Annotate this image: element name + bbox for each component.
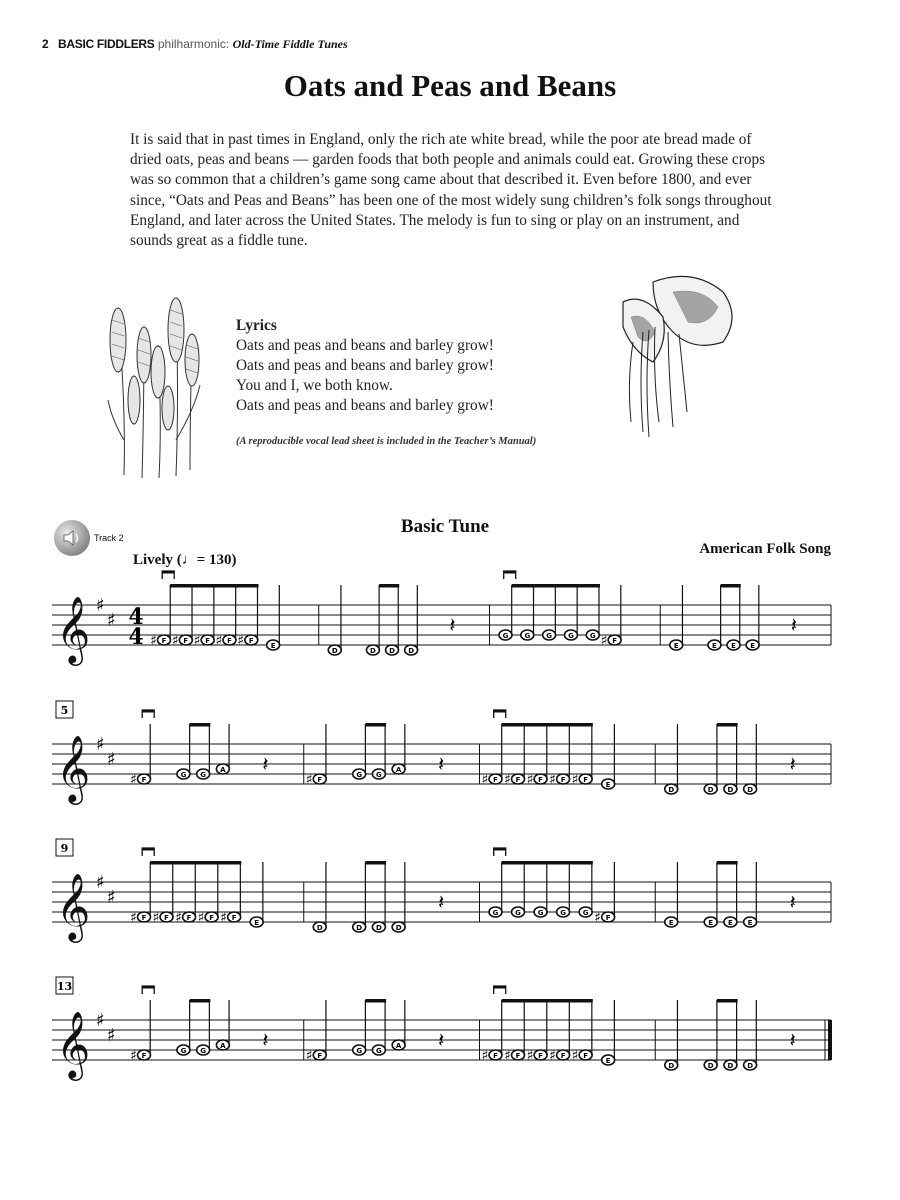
brand-name: philharmonic: — [157, 37, 230, 51]
note-name: F — [164, 914, 169, 922]
beam — [717, 861, 738, 865]
note-name: F — [186, 914, 192, 922]
sharp-accidental-icon: ♯ — [526, 772, 534, 788]
note-name: F — [538, 776, 543, 784]
treble-clef-icon: 𝄞 — [56, 595, 91, 663]
note-name: F — [583, 776, 589, 784]
note-name: G — [537, 909, 544, 917]
note-name: F — [515, 776, 521, 784]
note-name: G — [376, 771, 382, 779]
note-name: F — [141, 914, 147, 922]
note-name: E — [270, 642, 276, 650]
lyrics-line: Oats and peas and beans and barley grow! — [236, 357, 494, 374]
beam — [502, 999, 593, 1003]
note-name: G — [502, 632, 509, 640]
book-title: Old-Time Fiddle Tunes — [232, 37, 348, 51]
beam — [717, 723, 738, 727]
down-bow-bar — [142, 848, 154, 851]
note-name: G — [515, 909, 521, 917]
note-name: A — [220, 1042, 226, 1050]
note-name: D — [389, 647, 395, 655]
note-name: A — [395, 1042, 402, 1050]
note-name: G — [180, 771, 187, 779]
note-name: D — [747, 786, 754, 794]
quarter-rest-icon: 𝄽 — [789, 1028, 796, 1052]
beam — [721, 584, 741, 588]
note-name: G — [200, 771, 207, 779]
lyrics-line: Oats and peas and beans and barley grow! — [236, 397, 494, 414]
sharp-accidental-icon: ♯ — [175, 910, 182, 926]
note-name: E — [708, 919, 714, 927]
sharp-accidental-icon: ♯ — [130, 772, 137, 788]
sharp-accidental-icon: ♯ — [571, 772, 579, 788]
sharp-c-icon: ♯ — [107, 1025, 116, 1046]
note-name: F — [209, 914, 215, 922]
note-name: G — [568, 632, 574, 640]
sharp-c-icon: ♯ — [107, 610, 116, 631]
treble-clef-icon: 𝄞 — [56, 1010, 91, 1078]
note-name: D — [707, 1062, 714, 1070]
time-signature-bottom: 4 — [128, 624, 144, 650]
note-name: G — [492, 909, 499, 917]
note-name: F — [515, 1052, 521, 1060]
note-name: D — [727, 1062, 734, 1070]
note-name: E — [668, 919, 674, 927]
note-name: E — [747, 919, 753, 927]
note-name: E — [750, 642, 756, 650]
note-name: F — [231, 914, 237, 922]
beam — [150, 861, 241, 865]
sharp-accidental-icon: ♯ — [305, 772, 313, 788]
sharp-accidental-icon: ♯ — [600, 633, 608, 649]
beam — [170, 584, 258, 588]
note-name: E — [605, 781, 611, 789]
staff-system — [52, 977, 832, 1081]
measure-number: 9 — [60, 842, 69, 855]
treble-clef-icon: 𝄞 — [56, 872, 91, 940]
note-name: F — [317, 1052, 323, 1060]
beam — [502, 723, 593, 727]
sharp-accidental-icon: ♯ — [197, 910, 205, 926]
sharp-f-icon: ♯ — [96, 1010, 105, 1031]
page-number: 2 — [42, 37, 49, 51]
beam — [502, 861, 593, 865]
sharp-accidental-icon: ♯ — [481, 1048, 489, 1064]
down-bow-bar — [142, 710, 154, 713]
tune-title: Basic Tune — [400, 516, 490, 537]
sharp-c-icon: ♯ — [107, 749, 116, 770]
note-name: F — [538, 1052, 543, 1060]
note-name: D — [727, 786, 734, 794]
quarter-rest-icon: 𝄽 — [262, 1028, 269, 1052]
sharp-accidental-icon: ♯ — [549, 772, 556, 788]
sharp-accidental-icon: ♯ — [481, 772, 489, 788]
note-name: D — [408, 647, 415, 655]
lyrics-line: Oats and peas and beans and barley grow! — [236, 337, 494, 354]
note-name: F — [141, 1052, 147, 1060]
note-name: G — [589, 632, 596, 640]
time-signature-top: 4 — [128, 604, 144, 630]
sharp-accidental-icon: ♯ — [571, 1048, 579, 1064]
down-bow-bar — [142, 986, 154, 989]
sharp-c-icon: ♯ — [107, 887, 116, 908]
sharp-accidental-icon: ♯ — [152, 910, 160, 926]
note-name: G — [200, 1047, 207, 1055]
note-name: D — [668, 1062, 675, 1070]
note-name: D — [370, 647, 376, 655]
down-bow-bar — [494, 986, 506, 989]
track-label: Track 2 — [94, 533, 124, 543]
beam — [365, 723, 386, 727]
lyrics-line: You and I, we both know. — [236, 377, 393, 394]
sharp-accidental-icon: ♯ — [220, 910, 227, 926]
quarter-rest-icon: 𝄽 — [438, 1028, 445, 1052]
note-name: G — [560, 909, 566, 917]
quarter-rest-icon: 𝄽 — [438, 752, 445, 776]
sharp-accidental-icon: ♯ — [549, 1048, 556, 1064]
note-name: F — [493, 1052, 498, 1060]
note-name: F — [248, 637, 254, 645]
note-name: E — [731, 642, 736, 650]
measure-number: 5 — [60, 704, 69, 717]
beam — [365, 999, 386, 1003]
quarter-rest-icon: 𝄽 — [262, 752, 269, 776]
beam — [190, 723, 211, 727]
sharp-accidental-icon: ♯ — [171, 633, 179, 649]
sharp-accidental-icon: ♯ — [305, 1048, 313, 1064]
note-name: F — [205, 637, 211, 645]
quarter-rest-icon: 𝄽 — [438, 890, 445, 914]
note-name: A — [220, 766, 226, 774]
note-name: F — [560, 1052, 566, 1060]
quarter-rest-icon: 𝄽 — [789, 890, 796, 914]
note-name: F — [227, 637, 232, 645]
note-name: D — [668, 786, 675, 794]
note-name: E — [728, 919, 733, 927]
down-bow-bar — [494, 848, 506, 851]
note-name: E — [605, 1057, 611, 1065]
sharp-accidental-icon: ♯ — [130, 1048, 137, 1064]
note-name: D — [376, 924, 382, 932]
note-name: G — [524, 632, 531, 640]
down-bow-bar — [162, 571, 174, 574]
note-name: A — [395, 766, 402, 774]
sharp-accidental-icon: ♯ — [193, 633, 201, 649]
staff-system — [52, 701, 831, 805]
sharp-accidental-icon: ♯ — [215, 633, 223, 649]
note-name: D — [747, 1062, 754, 1070]
note-name: G — [356, 771, 363, 779]
note-name: F — [141, 776, 147, 784]
series-name: BASIC FIDDLERS — [58, 37, 155, 51]
measure-number: 13 — [56, 980, 73, 993]
sharp-f-icon: ♯ — [96, 734, 105, 755]
sharp-accidental-icon: ♯ — [504, 1048, 511, 1064]
beam — [190, 999, 211, 1003]
down-bow-bar — [504, 571, 516, 574]
note-name: D — [707, 786, 714, 794]
tempo-value: = 130) — [196, 552, 237, 568]
note-name: F — [161, 637, 167, 645]
beam — [512, 584, 600, 588]
down-bow-bar — [494, 710, 506, 713]
final-barline-thick — [828, 1020, 832, 1060]
sharp-f-icon: ♯ — [96, 595, 105, 616]
note-name: E — [254, 919, 260, 927]
composer: American Folk Song — [699, 541, 831, 557]
quarter-rest-icon: 𝄽 — [449, 613, 456, 637]
staff-system — [52, 571, 831, 666]
beam — [717, 999, 738, 1003]
beam — [365, 861, 386, 865]
note-name: D — [395, 924, 402, 932]
note-name: F — [183, 637, 189, 645]
sharp-accidental-icon: ♯ — [130, 910, 137, 926]
intro-paragraph: It is said that in past times in England, only the rich ate white bread, while the poor ate bread made of dried oats, peas and beans — garden foods that both people and animals could eat. Growing these crops was so common that a children’s game song came about that described it. Even before 1800, and ever since, “Oats and Peas and Beans” has been one of the most widely sung children’s folk songs throughout England, and later across the United States. The melody is fun to sing or play on an instrument, and sounds great as a fiddle tune. — [130, 131, 772, 250]
sharp-accidental-icon: ♯ — [150, 633, 157, 649]
lyrics-heading: Lyrics — [236, 317, 277, 334]
sharp-f-icon: ♯ — [96, 872, 105, 893]
staff-system — [52, 839, 831, 943]
note-name: F — [493, 776, 498, 784]
note-name: E — [673, 642, 679, 650]
note-name: D — [356, 924, 363, 932]
lead-sheet-note: (A reproducible vocal lead sheet is included in the Teacher’s Manual) — [236, 436, 537, 447]
quarter-rest-icon: 𝄽 — [790, 613, 797, 637]
note-name: D — [331, 647, 338, 655]
quarter-rest-icon: 𝄽 — [789, 752, 796, 776]
sharp-accidental-icon: ♯ — [504, 772, 511, 788]
tempo-word: Lively ( — [133, 552, 182, 568]
sharp-accidental-icon: ♯ — [594, 910, 601, 926]
note-name: F — [583, 1052, 589, 1060]
note-name: F — [605, 914, 611, 922]
beam — [379, 584, 399, 588]
quarter-note-icon: ♩ — [181, 552, 197, 568]
note-name: G — [180, 1047, 187, 1055]
note-name: F — [612, 637, 618, 645]
note-name: F — [317, 776, 323, 784]
sharp-accidental-icon: ♯ — [526, 1048, 534, 1064]
sharp-accidental-icon: ♯ — [237, 633, 245, 649]
note-name: D — [316, 924, 323, 932]
treble-clef-icon: 𝄞 — [56, 734, 91, 802]
note-name: F — [560, 776, 566, 784]
note-name: G — [582, 909, 589, 917]
note-name: G — [376, 1047, 382, 1055]
note-name: G — [546, 632, 553, 640]
note-name: E — [712, 642, 717, 650]
note-name: G — [356, 1047, 363, 1055]
page-title: Oats and Peas and Beans — [283, 68, 617, 103]
